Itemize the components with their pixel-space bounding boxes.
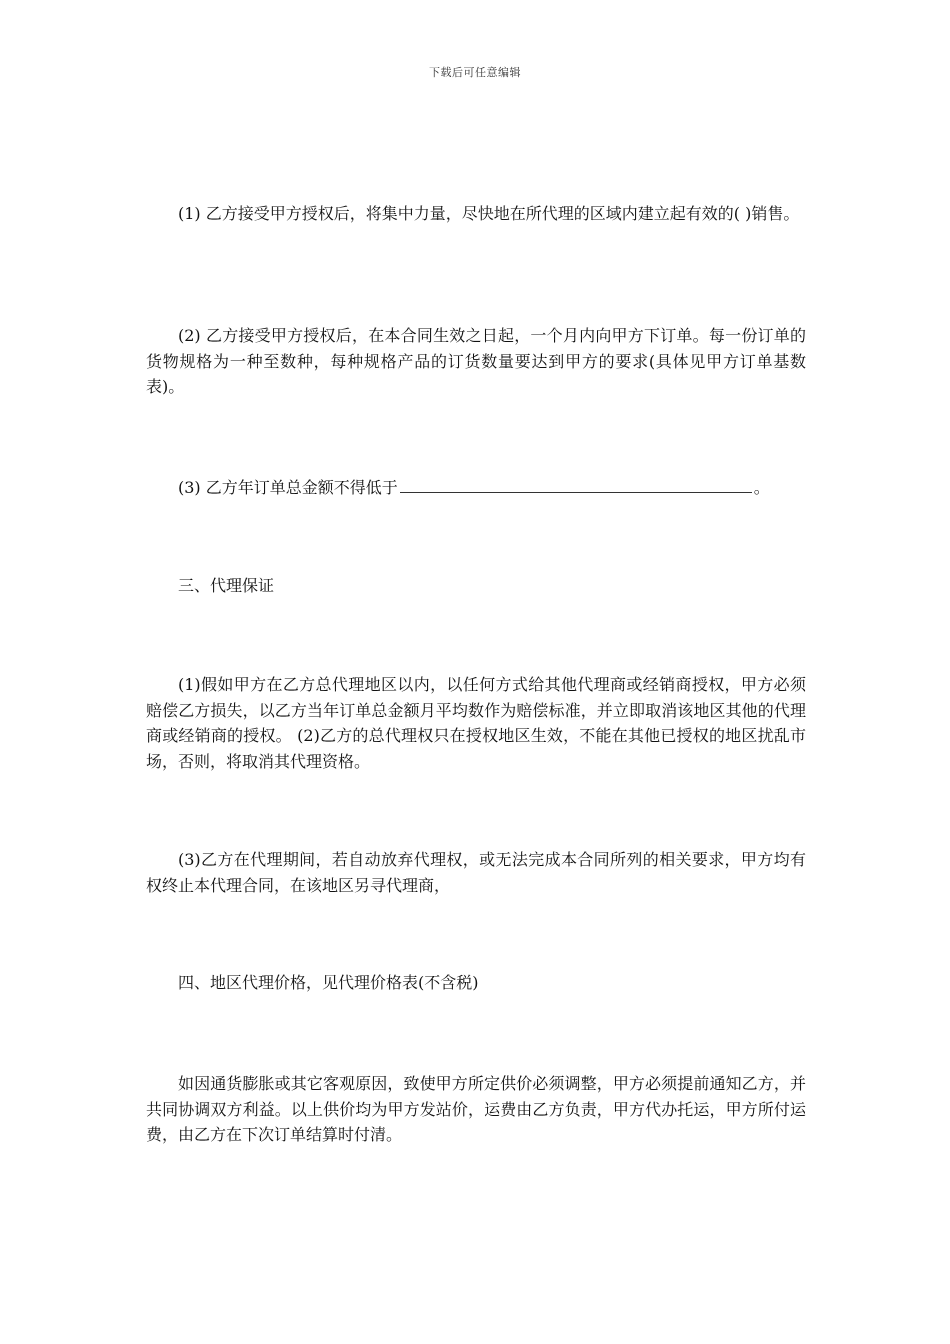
section-3-paragraph-2: (3)乙方在代理期间，若自动放弃代理权，或无法完成本合同所列的相关要求，甲方均有权终止本代理合同，在该地区另寻代理商， xyxy=(146,850,806,895)
amount-blank-line xyxy=(400,478,752,493)
section-3-paragraph-1: (1)假如甲方在乙方总代理地区以内，以任何方式给其他代理商或经销商授权，甲方必须赔偿乙方损失，以乙方当年订单总金额月平均数作为赔偿标准，并立即取消该地区其他的代理商或经销商的授权。 (2)乙方的总代理权只在授权地区生效，不能在其他已授权的地区扰乱市场，否则，将取消其代理资格。 xyxy=(146,675,806,771)
clause-2-paragraph: (2) 乙方接受甲方授权后，在本合同生效之日起，一个月内向甲方下订单。每一份订单的货物规格为一种至数种，每种规格产品的订货数量要达到甲方的要求(具体见甲方订单基数表)。 xyxy=(146,326,806,396)
clause-3-paragraph xyxy=(146,475,806,501)
clause-3-suffix: 。 xyxy=(753,478,770,497)
clause-3-prefix: (3) 乙方年订单总金额不得低于 xyxy=(178,478,398,497)
section-3-heading: 三、代理保证 xyxy=(178,576,275,595)
page-header-note: 下载后可任意编辑 xyxy=(429,66,521,79)
section-4-paragraph-1: 如因通货膨胀或其它客观原因，致使甲方所定供价必须调整，甲方必须提前通知乙方，并共同协调双方利益。以上供价均为甲方发站价，运费由乙方负责，甲方代办托运，甲方所付运费，由乙方在下次订单结算时付清。 xyxy=(146,1074,806,1144)
section-4-heading: 四、地区代理价格，见代理价格表(不含税) xyxy=(178,973,479,992)
clause-1-paragraph: (1) 乙方接受甲方授权后，将集中力量，尽快地在所代理的区域内建立起有效的( )销售。 xyxy=(178,204,800,223)
